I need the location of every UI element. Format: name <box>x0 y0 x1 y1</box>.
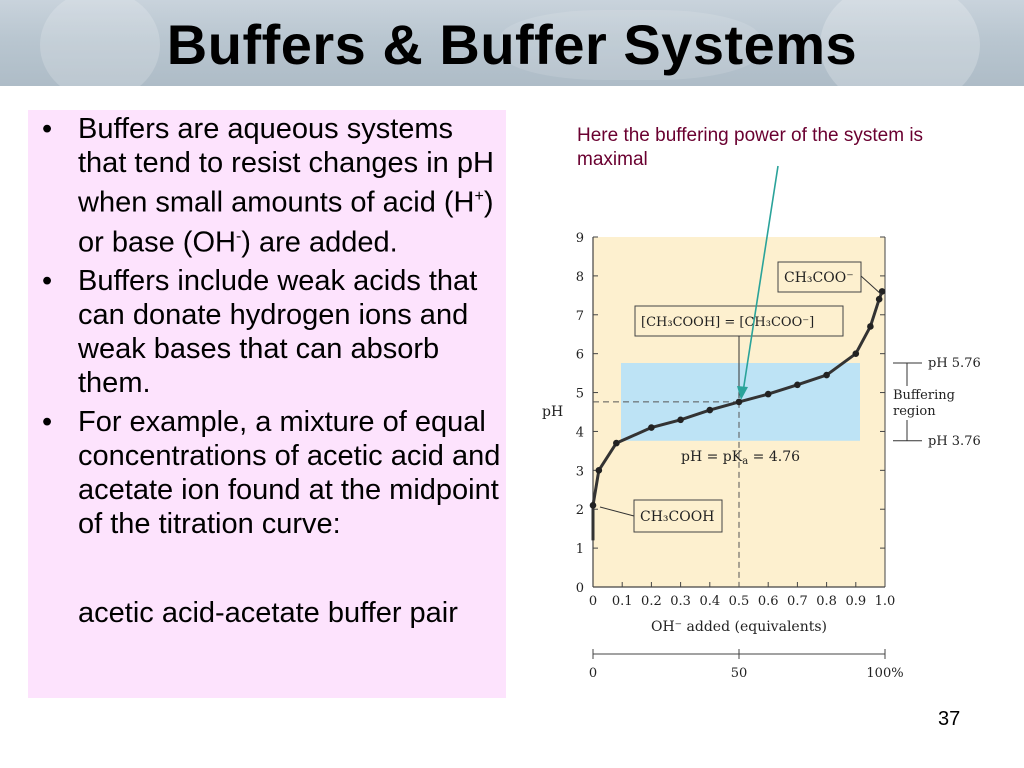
data-point <box>736 399 743 406</box>
y-axis-label: pH <box>542 404 564 420</box>
superscript: - <box>235 227 242 245</box>
data-point <box>823 372 830 379</box>
data-point <box>853 350 860 357</box>
pka-label <box>681 449 800 467</box>
page-number: 37 <box>938 708 961 730</box>
y-tick-label: 7 <box>575 308 584 324</box>
y-tick-label: 2 <box>575 503 584 519</box>
bullet-text: Buffers are aqueous systems that tend to resist changes in pH when small amounts of acid (H <box>78 113 494 219</box>
bullet-marker: • <box>42 265 53 298</box>
equal-concentration-label: [CH₃COOH] = [CH₃COO⁻] <box>641 315 815 330</box>
data-point <box>613 440 620 447</box>
ph-high-label: pH 5.76 <box>928 356 981 371</box>
example-text: acetic acid-acetate buffer pair <box>78 597 458 629</box>
y-tick-label: 1 <box>575 542 584 558</box>
bullet-text: Buffers include weak acids that can donate hydrogen ions and weak bases that can absorb them. <box>78 265 478 400</box>
y-tick-label: 9 <box>575 231 584 246</box>
data-point <box>648 424 655 431</box>
data-point <box>794 381 801 388</box>
y-tick-label: 6 <box>575 347 584 363</box>
x-tick-label: 0.2 <box>641 594 662 609</box>
x-tick-label: 0.1 <box>611 594 633 609</box>
y-tick-label: 0 <box>575 581 584 596</box>
data-point <box>677 416 684 423</box>
bullet-text: ) are added. <box>241 226 398 259</box>
acetate-label: CH₃COO⁻ <box>784 270 854 286</box>
x-tick-label: 0.4 <box>699 594 721 609</box>
x-tick-label: 0.9 <box>845 594 867 609</box>
bullet-marker: • <box>42 113 53 145</box>
superscript: + <box>474 188 484 205</box>
y-tick-label: 4 <box>575 425 584 441</box>
ph-low-label: pH 3.76 <box>928 433 981 449</box>
pka-value: = 4.76 <box>748 449 801 465</box>
data-point <box>879 288 886 295</box>
pka-subscript: a <box>742 456 749 467</box>
x-tick-label: 0.3 <box>670 594 691 609</box>
y-tick-label: 3 <box>575 464 584 480</box>
bullet-text: ) or base (OH <box>78 186 494 259</box>
region-label: region <box>893 404 936 419</box>
buffering-label: Buffering <box>893 388 955 403</box>
slide-title: Buffers & Buffer Systems <box>166 13 858 76</box>
data-point <box>590 502 597 509</box>
data-point <box>707 407 714 414</box>
x-tick-label: 0 <box>588 594 598 609</box>
percent-tick-label: 0 <box>588 666 598 681</box>
bullet-text: For example, a mixture of equal concentrations of acetic acid and acetate ion found at the midpoint of the titration curve: <box>78 406 501 541</box>
annotation-text: Here the buffering power of the system is maximal <box>577 125 924 170</box>
data-point <box>876 296 883 303</box>
bullet-marker: • <box>42 406 53 439</box>
x-axis-label: OH⁻ added (equivalents) <box>650 619 828 635</box>
acid-label: CH₃COOH <box>640 509 715 525</box>
y-tick-label: 8 <box>575 269 584 285</box>
data-point <box>765 391 772 398</box>
x-tick-label: 0.8 <box>816 594 837 609</box>
data-point <box>867 323 874 330</box>
x-tick-label: 0.7 <box>787 594 808 609</box>
x-tick-label: 0.5 <box>728 594 750 609</box>
percent-tick-label: 100% <box>866 666 904 681</box>
data-point <box>596 467 603 474</box>
pka-text: pH = pK <box>681 449 743 465</box>
y-tick-label: 5 <box>575 386 584 402</box>
x-tick-label: 1.0 <box>874 594 896 609</box>
x-tick-label: 0.6 <box>757 594 779 609</box>
percent-tick-label: 50 <box>730 666 748 681</box>
